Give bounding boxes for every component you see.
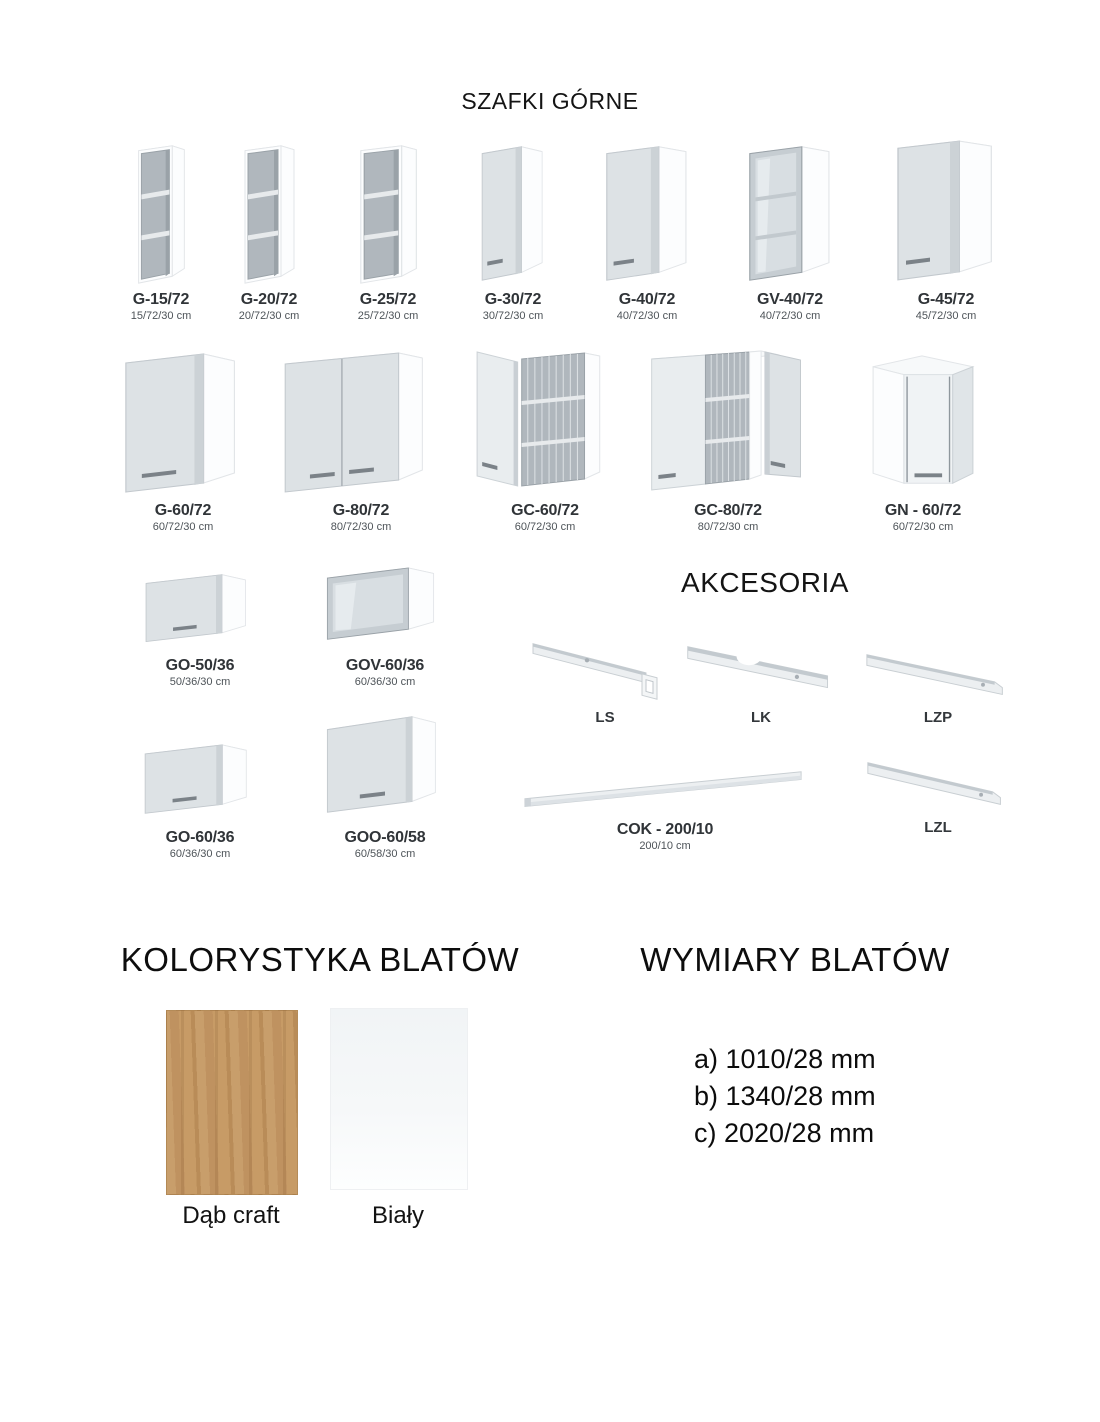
section-title-worktop-colors: KOLORYSTYKA BLATÓW <box>120 941 520 978</box>
cabinet-dimensions: 80/72/30 cm <box>697 521 759 533</box>
glass-flap-cabinet-illustration <box>312 557 458 653</box>
accessory-name: LZP <box>923 709 953 726</box>
product-gov-60-36 <box>312 557 458 688</box>
cabinet-name: G-80/72 <box>332 502 390 519</box>
accessory-lzp <box>862 612 1014 726</box>
product-gc-60-72 <box>465 340 625 533</box>
single-door-cabinet-illustration <box>888 131 1004 287</box>
product-g-80-72 <box>276 340 446 533</box>
accessory-dimensions: 200/10 cm <box>639 840 691 852</box>
section-title-upper-cabinets: SZAFKI GÓRNE <box>461 88 639 114</box>
cabinet-dimensions: 60/36/30 cm <box>169 848 231 860</box>
flap-cabinet-illustration <box>130 557 270 653</box>
cabinet-dimensions: 20/72/30 cm <box>238 310 300 322</box>
swatch-label-oak: Dąb craft <box>182 1202 280 1229</box>
product-gn-60-72 <box>853 340 993 533</box>
corner-cabinet-illustration <box>853 340 993 498</box>
cabinet-name: G-20/72 <box>240 291 298 308</box>
worktop-end-strip-illustration <box>860 745 1016 817</box>
worktop-dimension-list <box>694 1041 876 1152</box>
cabinet-name: G-40/72 <box>618 291 676 308</box>
worktop-dimension-item-b: b) 1340/28 mm <box>694 1081 876 1111</box>
product-go-50-36 <box>130 557 270 688</box>
cabinet-name: GN - 60/72 <box>884 502 962 519</box>
worktop-dimension-item-c: c) 2020/28 mm <box>694 1118 875 1148</box>
worktop-end-strip-illustration <box>862 612 1014 707</box>
worktop-corner-strip-illustration <box>680 612 842 707</box>
worktop-connector-strip-illustration <box>527 612 683 707</box>
cabinet-name: G-45/72 <box>917 291 975 308</box>
accessory-lzl <box>860 745 1016 836</box>
single-door-cabinet-illustration <box>459 135 567 287</box>
cabinet-dimensions: 60/36/30 cm <box>354 676 416 688</box>
open-shelf-cabinet-illustration <box>334 135 442 287</box>
product-g-25-72 <box>334 135 442 322</box>
product-g-30-72 <box>459 135 567 322</box>
flap-cabinet-illustration <box>130 703 270 825</box>
cabinet-dimensions: 60/72/30 cm <box>152 521 214 533</box>
swatch-label-white: Biały <box>371 1202 425 1229</box>
open-shelf-cabinet-illustration <box>215 135 323 287</box>
glass-door-cabinet-illustration <box>736 135 844 287</box>
product-g-40-72 <box>593 135 701 322</box>
cabinet-name: GV-40/72 <box>756 291 823 308</box>
cabinet-dimensions: 80/72/30 cm <box>330 521 392 533</box>
worktop-color-swatch-oak <box>166 1010 298 1195</box>
cabinet-name: GC-80/72 <box>694 502 762 519</box>
product-g-45-72 <box>888 131 1004 322</box>
cabinet-name: G-15/72 <box>132 291 190 308</box>
tall-flap-cabinet-illustration <box>312 703 458 825</box>
accessory-cok-200-10 <box>500 745 830 852</box>
cabinet-name: G-60/72 <box>154 502 212 519</box>
product-gv-40-72 <box>736 135 844 322</box>
accessory-name: LK <box>751 709 771 726</box>
cabinet-name: GC-60/72 <box>511 502 579 519</box>
accessory-name: LZL <box>924 819 952 836</box>
worktop-color-swatch-white <box>330 1008 468 1190</box>
cabinet-dimensions: 40/72/30 cm <box>616 310 678 322</box>
product-goo-60-58 <box>312 703 458 860</box>
product-g-15-72 <box>107 135 215 322</box>
cabinet-name: GO-60/36 <box>165 829 235 846</box>
product-go-60-36 <box>130 703 270 860</box>
cabinet-name: G-30/72 <box>484 291 542 308</box>
product-g-60-72 <box>118 340 248 533</box>
cabinet-dimensions: 25/72/30 cm <box>357 310 419 322</box>
cabinet-name: GO-50/36 <box>165 657 235 674</box>
accessory-ls <box>527 612 683 726</box>
open-door-dishrack-cabinet-illustration <box>465 340 625 498</box>
product-g-20-72 <box>215 135 323 322</box>
cabinet-dimensions: 15/72/30 cm <box>130 310 192 322</box>
accessory-name: LS <box>595 709 615 726</box>
double-door-dishrack-cabinet-illustration <box>638 340 818 498</box>
accessory-name: COK - 200/10 <box>616 821 714 838</box>
plinth-strip-illustration <box>500 745 830 817</box>
cabinet-dimensions: 50/36/30 cm <box>169 676 231 688</box>
product-gc-80-72 <box>638 340 818 533</box>
double-door-cabinet-illustration <box>276 340 446 498</box>
cabinet-dimensions: 60/72/30 cm <box>514 521 576 533</box>
section-title-worktop-dimensions: WYMIARY BLATÓW <box>640 941 950 978</box>
cabinet-name: GOO-60/58 <box>344 829 426 846</box>
accessory-lk <box>680 612 842 726</box>
single-door-cabinet-illustration <box>118 340 248 498</box>
worktop-dimension-item-a: a) 1010/28 mm <box>694 1044 876 1074</box>
cabinet-dimensions: 45/72/30 cm <box>915 310 977 322</box>
cabinet-dimensions: 40/72/30 cm <box>759 310 821 322</box>
section-title-accessories: AKCESORIA <box>681 567 849 598</box>
cabinet-name: G-25/72 <box>359 291 417 308</box>
cabinet-dimensions: 60/72/30 cm <box>892 521 954 533</box>
cabinet-name: GOV-60/36 <box>345 657 425 674</box>
cabinet-dimensions: 60/58/30 cm <box>354 848 416 860</box>
cabinet-dimensions: 30/72/30 cm <box>482 310 544 322</box>
open-shelf-cabinet-illustration <box>107 135 215 287</box>
single-door-cabinet-illustration <box>593 135 701 287</box>
